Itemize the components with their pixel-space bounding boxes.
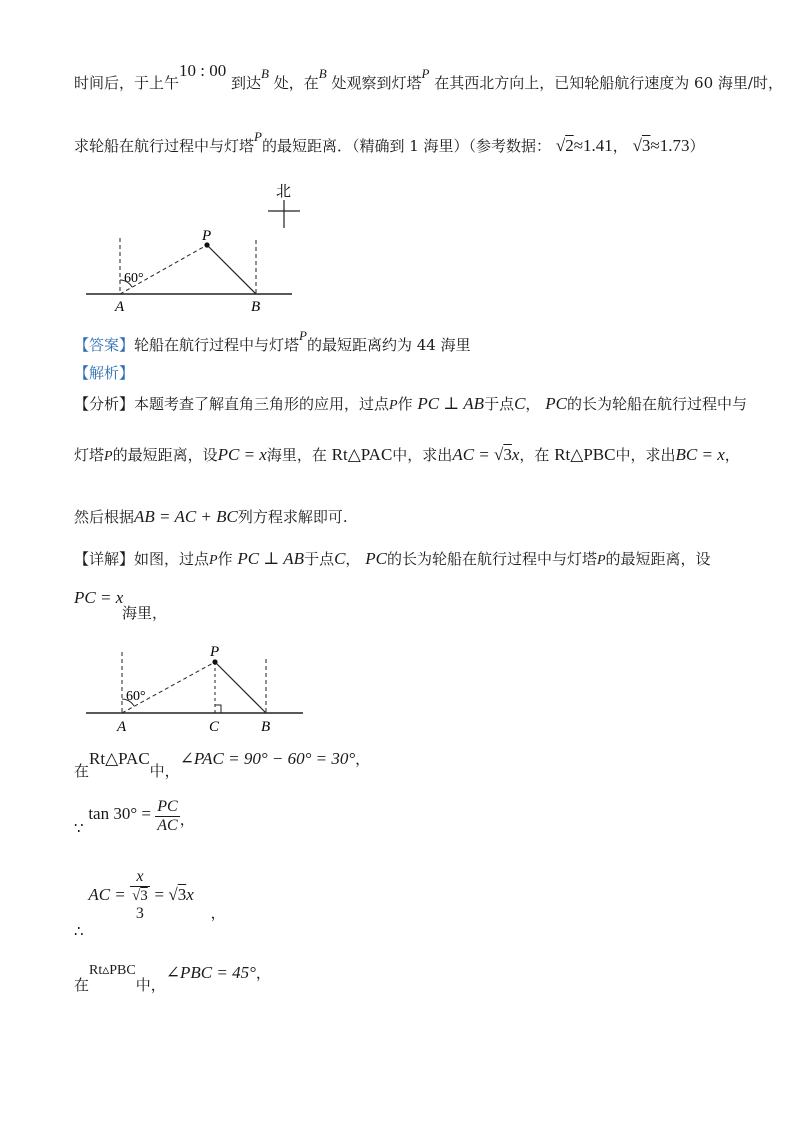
label-a: A: [115, 299, 125, 315]
point-label: B: [261, 66, 269, 81]
step-4: [74, 962, 271, 994]
radicand: 3: [140, 888, 148, 904]
denominator-sub: 3: [135, 905, 144, 922]
denominator: √3 3: [132, 888, 148, 922]
math-expr: AB = AC + BC: [134, 507, 238, 526]
text-segment: 海里，: [122, 604, 168, 622]
segment-ap: [122, 662, 215, 713]
text-segment: 处观察到灯塔: [331, 74, 422, 92]
point-label: P: [209, 553, 218, 568]
sqrt-3: √3: [632, 136, 651, 155]
math-expr: AC =: [88, 884, 131, 904]
text-segment: 如图，过点: [134, 550, 210, 568]
point-label: P: [389, 398, 398, 413]
text-segment: 的长为轮船在航行过程中与: [566, 395, 747, 413]
because-symbol: ∵: [74, 818, 84, 837]
text-segment: ，: [612, 137, 628, 155]
segment-pb: [207, 245, 256, 294]
text-segment: 海里，在: [266, 446, 327, 464]
math-expr: Rt△PAC: [331, 445, 393, 464]
text-segment: ）: [689, 137, 705, 155]
radicand: 3: [503, 445, 512, 464]
text-segment: ，: [355, 750, 371, 768]
math-expr: ∠PBC = 45°: [165, 963, 256, 982]
angle-label: 60°: [124, 271, 144, 286]
approx-value: ≈1.73: [650, 136, 690, 155]
text-segment: 本题考查了解直角三角形的应用，过点: [134, 395, 390, 413]
label-b: B: [261, 719, 271, 735]
text-segment: 然后根据: [74, 508, 135, 526]
label-a: A: [117, 719, 127, 735]
text-segment: 在其西北方向上，已知轮船航行速度为 60 海里/时，: [434, 74, 783, 92]
text-segment: 的长为轮船在航行过程中与灯塔: [386, 550, 597, 568]
text-segment: 作: [217, 550, 233, 568]
numerator: PC: [157, 798, 178, 815]
step-2: [74, 798, 195, 839]
text-segment: 中，: [149, 762, 180, 780]
step-3: [74, 868, 226, 940]
math-expr: PC ⊥ AB: [417, 394, 485, 413]
math-expr: PC: [545, 394, 567, 413]
time-value: 10 : 00: [179, 61, 227, 80]
label-p: P: [210, 644, 220, 660]
text-segment: 的最短距离．（精确到 1 海里）（参考数据：: [261, 137, 552, 155]
radicand: 2: [565, 136, 574, 155]
text-segment: 中，求出: [615, 446, 676, 464]
label-b: B: [251, 299, 261, 315]
detail-line-2b: [74, 602, 167, 623]
math-expr: AC =: [452, 445, 495, 464]
therefore-symbol: ∴: [74, 921, 84, 940]
numerator: x: [130, 868, 150, 887]
sqrt-3: √3: [494, 445, 512, 464]
math-expr: =: [154, 884, 169, 904]
radicand: 3: [641, 136, 651, 155]
text-segment: 列方程求解即可.: [237, 508, 348, 526]
math-expr: BC = x: [675, 445, 725, 464]
answer-line: [74, 328, 471, 355]
math-expr: PC = x: [217, 445, 267, 464]
point-label: P: [596, 553, 606, 568]
figure-1: [0, 170, 800, 320]
point-label: P: [104, 449, 113, 464]
jiexi-line: [74, 362, 134, 383]
text-segment: ，在: [519, 446, 550, 464]
math-expr: Rt▵PBC: [89, 963, 136, 978]
fraction: [155, 798, 179, 835]
analysis-line-2: [74, 444, 740, 465]
jiexi-tag: 【解析】: [74, 364, 135, 382]
math-expr: ∠PAC = 90° − 60° = 30°: [179, 749, 356, 768]
text-segment: 作: [397, 395, 413, 413]
text-segment: ，: [255, 964, 271, 982]
point-label: P: [254, 129, 262, 144]
analysis-line-3: [74, 506, 348, 527]
text-segment: 求轮船在航行过程中与灯塔: [74, 137, 255, 155]
radicand: 3: [177, 884, 187, 904]
text-segment: 到达: [231, 74, 262, 92]
answer-tag: 【答案】: [74, 336, 135, 354]
text-segment: 于点: [484, 395, 515, 413]
text-segment: 的最短距离，设: [605, 550, 711, 568]
text-segment: 于点: [304, 550, 335, 568]
sqrt-2: √2: [555, 136, 574, 155]
point-label: C: [514, 394, 526, 413]
point-label: C: [334, 549, 346, 568]
denominator: AC: [157, 817, 178, 834]
text-segment: ，: [210, 903, 226, 922]
fraction: [130, 868, 150, 923]
math-expr: x: [511, 445, 520, 464]
point-label: P: [299, 328, 307, 343]
math-expr: PC ⊥ AB: [237, 549, 305, 568]
problem-line-2: [74, 129, 705, 156]
north-label: 北: [276, 184, 292, 200]
sqrt-3: √3: [168, 884, 187, 904]
text-segment: 处，在: [273, 74, 319, 92]
math-expr: x: [186, 884, 194, 904]
text-segment: 中，求出: [392, 446, 453, 464]
text-segment: 的最短距离约为 44 海里: [306, 336, 471, 354]
figure-2: [0, 638, 800, 738]
problem-line-1: [74, 61, 783, 93]
detail-tag: 【详解】: [74, 550, 135, 568]
text-segment: 中，: [135, 976, 166, 994]
label-c: C: [209, 719, 220, 735]
point-label: B: [318, 66, 327, 81]
text-segment: 轮船在航行过程中与灯塔: [134, 336, 300, 354]
point-p: [212, 659, 217, 664]
analysis-tag: 【分析】: [74, 395, 135, 413]
text-segment: 时间后，于上午: [74, 74, 180, 92]
text-segment: 在: [74, 976, 90, 994]
analysis-line-1: [74, 393, 747, 414]
step-1: [74, 748, 371, 780]
segment-pb: [215, 662, 266, 713]
text-segment: ，: [179, 810, 195, 829]
text-segment: ，: [525, 395, 541, 413]
math-expr: Rt△PBC: [554, 445, 616, 464]
point-label: P: [421, 66, 430, 81]
math-expr: tan 30° =: [88, 803, 156, 823]
math-expr: PC = x: [74, 588, 124, 607]
segment-ap: [120, 245, 207, 294]
text-segment: ，: [345, 550, 361, 568]
right-angle-mark: [215, 705, 221, 713]
text-segment: 灯塔: [74, 446, 105, 464]
math-expr: Rt△PAC: [89, 749, 150, 768]
math-expr: PC: [365, 549, 387, 568]
text-segment: 的最短距离，设: [112, 446, 218, 464]
label-p: P: [202, 228, 212, 244]
text-segment: 在: [74, 762, 90, 780]
approx-value: ≈1.41: [573, 136, 613, 155]
text-segment: ，: [724, 446, 740, 464]
angle-label: 60°: [126, 689, 146, 704]
detail-line-1: [74, 548, 711, 569]
